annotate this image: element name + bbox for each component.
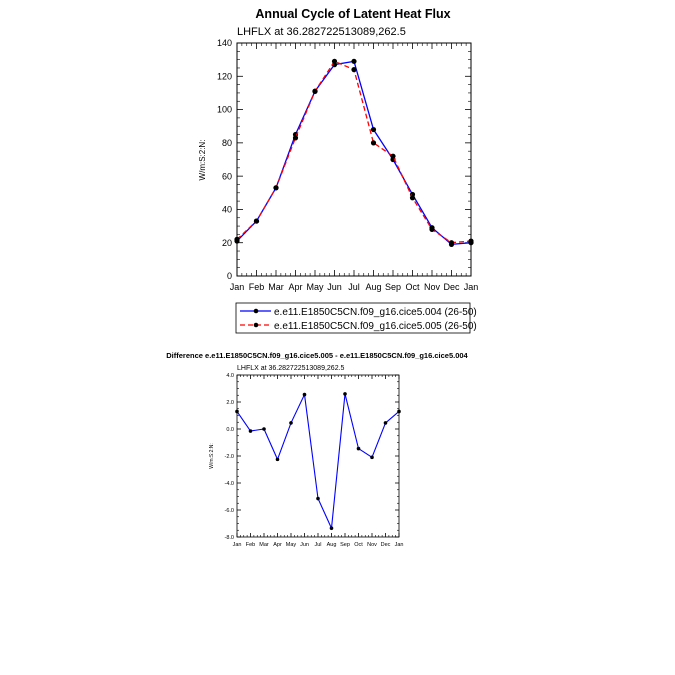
series-line-2 xyxy=(237,61,471,242)
x-tick-label: Jun xyxy=(327,282,342,292)
x-tick-label: May xyxy=(306,282,324,292)
x-tick-label: Nov xyxy=(367,542,377,548)
y-tick-label: -6.0 xyxy=(224,507,234,514)
data-point-series-2 xyxy=(429,227,434,232)
data-point-series-1 xyxy=(276,458,280,462)
data-point-series-1 xyxy=(384,421,388,425)
y-tick-label: 2.0 xyxy=(226,399,234,406)
legend-label-series-1: e.e11.E1850C5CN.f09_g16.cice5.004 (26-50) xyxy=(274,307,477,318)
x-tick-label: Jul xyxy=(348,282,360,292)
legend-entry-series-2 xyxy=(240,321,477,332)
chart-title: Annual Cycle of Latent Heat Flux xyxy=(255,7,451,21)
data-point-series-1 xyxy=(370,456,374,460)
x-tick-label: Jan xyxy=(394,542,404,548)
data-point-series-1 xyxy=(397,410,401,414)
y-tick-label: 140 xyxy=(216,38,232,49)
y-tick-label: 0.0 xyxy=(226,426,234,433)
data-point-series-2 xyxy=(468,238,473,243)
diff-chart-title: Difference e.e11.E1850C5CN.f09_g16.cice5.005 - e.e11.E1850C5CN.f09_g16.cice5.004 xyxy=(166,351,468,360)
x-tick-label: Jan xyxy=(229,282,245,292)
x-tick-label: Jan xyxy=(463,282,479,292)
y-tick-label: 20 xyxy=(221,237,232,248)
data-point-series-2 xyxy=(254,218,259,223)
plot-frame xyxy=(237,43,471,276)
legend xyxy=(236,303,477,333)
y-axis-label: W/m:S:2:N: xyxy=(198,139,207,181)
series-line-1 xyxy=(237,61,471,244)
x-tick-label: Aug xyxy=(326,542,337,548)
legend-entry-series-1 xyxy=(240,307,477,318)
legend-marker-series-2 xyxy=(254,323,259,328)
x-tick-label: Feb xyxy=(245,542,256,548)
x-tick-label: Oct xyxy=(405,282,420,292)
data-point-series-1 xyxy=(235,410,239,414)
x-tick-label: Sep xyxy=(340,542,350,548)
diff-y-axis-label: W/m:S:2:N: xyxy=(209,443,215,469)
x-tick-label: Apr xyxy=(288,282,303,292)
x-tick-label: Dec xyxy=(443,282,460,292)
diff-chart-subtitle: LHFLX at 36.282722513089,262.5 xyxy=(237,365,345,372)
x-tick-label: May xyxy=(285,542,297,548)
x-tick-label: Nov xyxy=(423,282,441,292)
data-point-series-1 xyxy=(351,59,356,64)
data-point-series-1 xyxy=(303,393,307,397)
y-tick-label: 60 xyxy=(221,171,232,182)
data-point-series-1 xyxy=(330,526,334,530)
legend-marker-series-1 xyxy=(254,309,259,314)
data-point-series-1 xyxy=(357,447,361,451)
data-point-series-2 xyxy=(332,59,337,64)
x-tick-label: Mar xyxy=(268,282,284,292)
legend-label-series-2: e.e11.E1850C5CN.f09_g16.cice5.005 (26-50) xyxy=(274,321,477,332)
data-point-series-2 xyxy=(390,154,395,159)
top-plot-area xyxy=(217,38,478,292)
x-tick-label: Jan xyxy=(232,542,242,548)
data-point-series-2 xyxy=(312,89,317,94)
series-line-1 xyxy=(237,394,399,528)
plot-frame xyxy=(237,375,399,537)
x-tick-label: Jun xyxy=(300,542,309,548)
y-tick-label: 40 xyxy=(221,204,232,215)
x-tick-label: Mar xyxy=(259,542,269,548)
y-tick-label: -4.0 xyxy=(224,480,234,487)
data-point-series-1 xyxy=(262,427,266,431)
x-tick-label: Oct xyxy=(354,542,363,548)
y-tick-label: 0 xyxy=(226,271,232,282)
x-tick-label: Apr xyxy=(273,542,282,548)
data-point-series-2 xyxy=(293,135,298,140)
y-tick-label: 80 xyxy=(221,138,232,149)
data-point-series-1 xyxy=(249,429,253,433)
data-point-series-2 xyxy=(449,240,454,245)
x-tick-label: Dec xyxy=(380,542,391,548)
data-point-series-1 xyxy=(289,421,293,425)
data-point-series-1 xyxy=(371,127,376,132)
data-point-series-1 xyxy=(316,497,320,501)
chart-subtitle: LHFLX at 36.282722513089,262.5 xyxy=(237,26,406,38)
data-point-series-1 xyxy=(343,392,347,396)
data-point-series-2 xyxy=(234,237,239,242)
diff-plot-area xyxy=(225,373,404,548)
x-tick-label: Sep xyxy=(384,282,402,292)
data-point-series-2 xyxy=(410,195,415,200)
x-tick-label: Feb xyxy=(248,282,265,292)
x-tick-label: Aug xyxy=(365,282,382,292)
data-point-series-2 xyxy=(351,67,356,72)
y-tick-label: -2.0 xyxy=(224,453,234,460)
y-tick-label: 120 xyxy=(216,71,232,82)
data-point-series-2 xyxy=(371,140,376,145)
y-tick-label: 100 xyxy=(216,104,232,115)
y-tick-label: -8.0 xyxy=(224,534,234,541)
data-point-series-2 xyxy=(273,185,278,190)
y-tick-label: 4.0 xyxy=(226,372,234,379)
x-tick-label: Jul xyxy=(314,542,322,548)
